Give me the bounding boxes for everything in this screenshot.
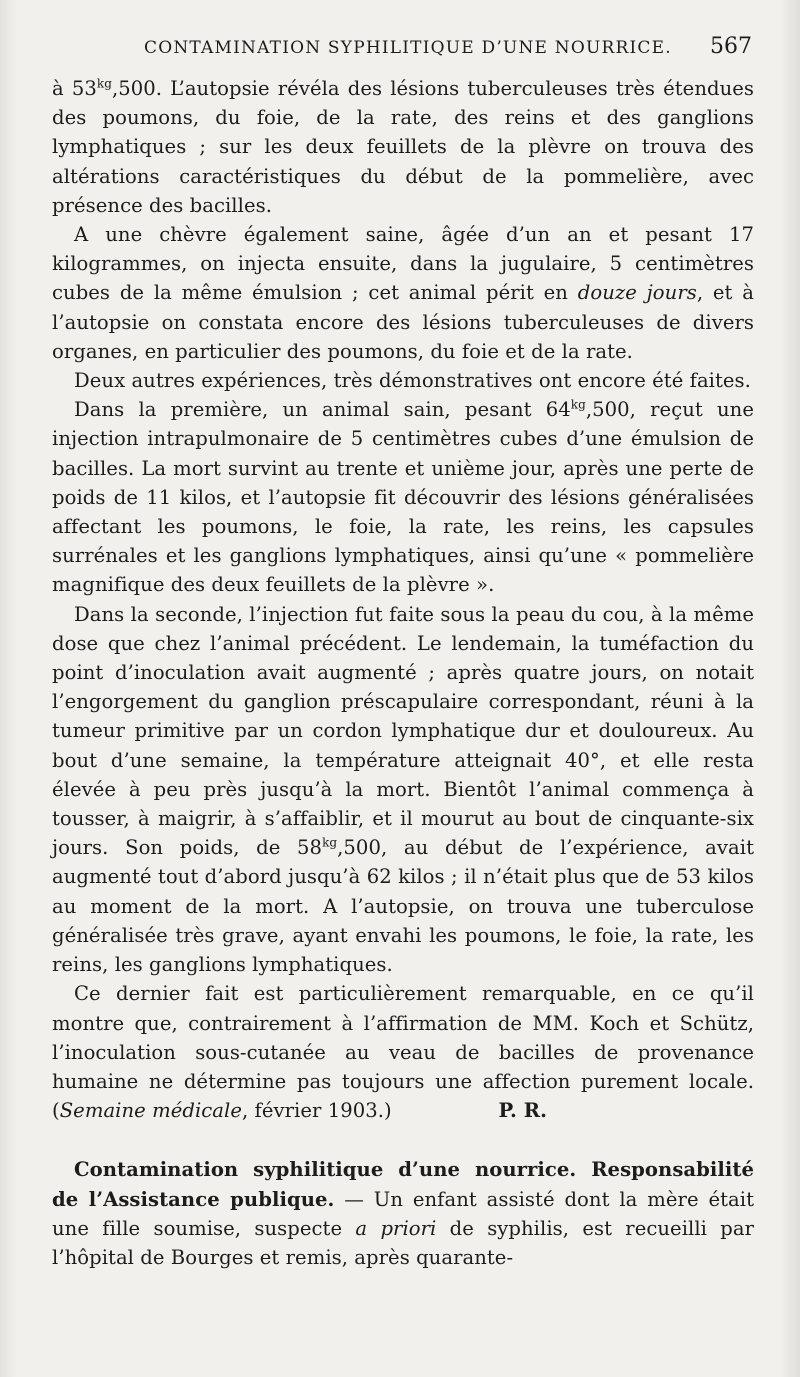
paragraph-2-rest: , et à l’autopsie on constata encore des lésions tuberculeuses de divers organes, en particulier des poumons, du foie et de la rate. <box>52 281 754 363</box>
paragraph-7-rest: de syphilis, est recueilli par l’hôpital de Bourges et remis, après quarante- <box>52 1216 755 1269</box>
page-number: 567 <box>710 34 752 59</box>
paragraph-5 <box>52 600 754 980</box>
paragraph-1-rest: ,500. L’autopsie révéla des lésions tuberculeuses très étendues des poumons, du foie, de la rate, des reins et des ganglions lymphatiques ; sur les deux feuillets de la plèvre on trouva des altérations caractéristiques du début de la pommelière, avec présence des bacilles. <box>52 77 754 217</box>
author-signature: P. R. <box>498 1099 547 1123</box>
paragraph-7 <box>52 1155 754 1272</box>
paragraph-6-source: Semaine médicale <box>59 1099 242 1123</box>
paragraph-1 <box>52 74 754 220</box>
paragraph-7-italic: a priori <box>355 1216 437 1240</box>
unit-kg: kg <box>570 397 586 412</box>
paragraph-4 <box>52 395 754 599</box>
paragraph-1-start: à 53 <box>52 77 97 100</box>
spacer <box>392 1099 499 1122</box>
running-head <box>52 34 754 74</box>
unit-kg: kg <box>96 76 112 91</box>
paragraph-5-start: Dans la seconde, l’injection fut faite sous la peau du cou, à la même dose que chez l’animal précédent. Le lendemain, la tuméfaction du point d’inoculation avait augmenté ; après quatre jours, on notait l’engorgement du ganglion préscapulaire correspondant, réuni à la tumeur primitive par un cordon lymphatique dur et douloureux. Au bout d’une semaine, la température atteignait 40°, et elle resta élevée à peu près jusqu’à la mort. Bientôt l’animal commença à tousser, à maigrir, à s’affaiblir, et il mourut au bout de cinquante-six jours. Son poids, de 58 <box>52 602 754 860</box>
paragraph-5-rest: ,500, au début de l’expérience, avait augmenté tout d’abord jusqu’à 62 kilos ; il n’était plus que de 53 kilos au moment de la mort. A l’autopsie, on trouva une tuberculose généralisée très grave, ayant envahi les poumons, le foie, la rate, les reins, les ganglions lymphatiques. <box>52 836 754 977</box>
paragraph-2 <box>52 220 754 366</box>
paragraph-4-rest: ,500, reçut une injection intrapulmonaire de 5 centimètres cubes d’une émulsion de bacilles. La mort survint au trente et unième jour, après une perte de poids de 11 kilos, et l’autopsie fit découvrir des lésions généralisées affectant les poumons, le foie, la rate, les reins, les capsules surrénales et les ganglions lymphatiques, ainsi qu’une « pommelière magnifique des deux feuillets de la plèvre ». <box>52 398 754 597</box>
paragraph-2-start: A une chèvre également saine, âgée d’un an et pesant 17 kilogrammes, on injecta ensuite, dans la jugulaire, 5 centimètres cubes de la même émulsion ; cet animal périt en <box>52 223 754 305</box>
section-gap <box>52 1125 754 1155</box>
paragraph-3-text: Deux autres expériences, très démonstratives ont encore été faites. <box>74 369 751 393</box>
unit-kg: kg <box>322 835 338 850</box>
paragraph-2-italic: douze jours <box>577 281 697 305</box>
running-title: CONTAMINATION SYPHILITIQUE D’UNE NOURRICE. <box>144 38 672 58</box>
em-dash: — <box>334 1187 374 1211</box>
article-body <box>52 74 754 1272</box>
paragraph-3 <box>52 366 754 395</box>
paragraph-6 <box>52 979 754 1125</box>
paragraph-6-start: Ce dernier fait est particulièrement remarquable, en ce qu’il montre que, contrairement à l’affirmation de MM. Koch et Schütz, l’inoculation sous-cutanée au veau de bacilles de provenance humaine ne détermine pas toujours une affection purement locale. ( <box>52 982 754 1123</box>
paragraph-4-start: Dans la première, un animal sain, pesant 64 <box>74 398 571 422</box>
paragraph-6-rest: , février 1903.) <box>242 1099 392 1123</box>
section-heading: Contamination syphilitique d’une nourrice. Responsabilité de l’Assistance publique. <box>52 1158 754 1211</box>
paragraph-7-start: Un enfant assisté dont la mère était une fille soumise, suspecte <box>52 1187 754 1240</box>
